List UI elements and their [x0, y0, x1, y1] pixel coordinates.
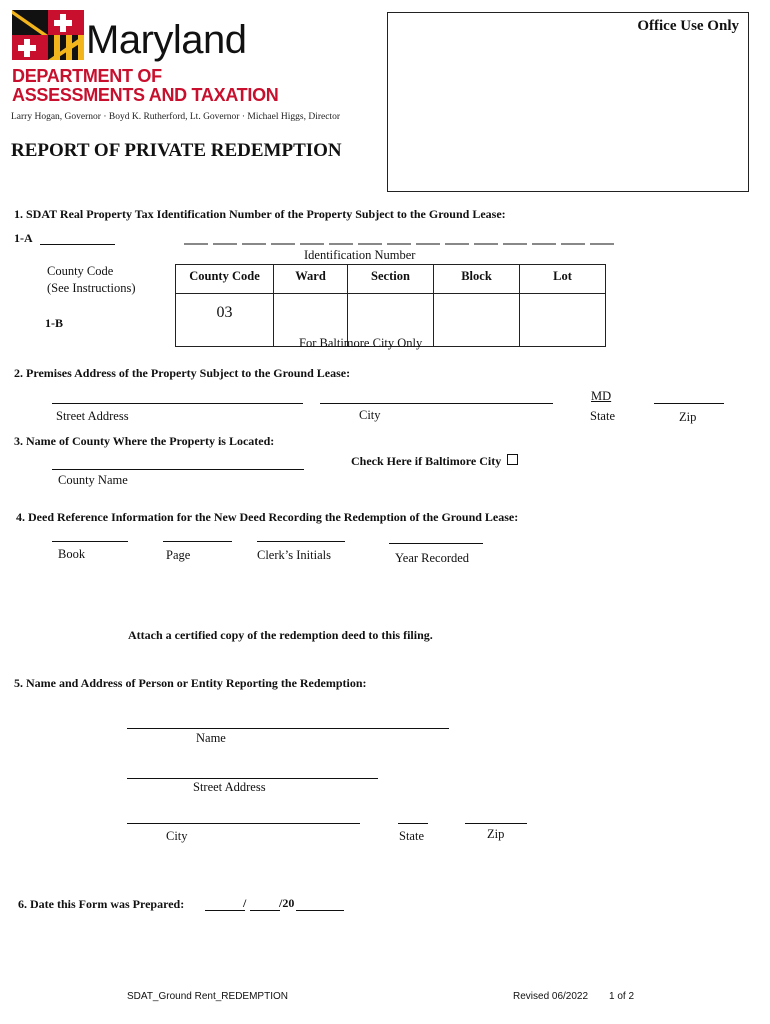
officials-line: Larry Hogan, Governor · Boyd K. Rutherford, Lt. Governor · Michael Higgs, Director — [11, 112, 340, 122]
clerk-initials-label: Clerk’s Initials — [257, 548, 331, 562]
date-day-line[interactable] — [250, 910, 280, 911]
reporter-state-line[interactable] — [398, 823, 428, 824]
premises-city-line[interactable] — [320, 403, 553, 404]
col-ward: Ward — [274, 265, 348, 294]
block-cell[interactable] — [434, 294, 520, 347]
form-title: REPORT OF PRIVATE REDEMPTION — [11, 140, 342, 161]
department-line-2: ASSESSMENTS AND TAXATION — [12, 85, 279, 105]
reporter-name-label: Name — [196, 731, 226, 745]
premises-zip-label: Zip — [679, 410, 697, 424]
checkbox-icon[interactable] — [507, 454, 518, 465]
date-year-prefix: /20 — [279, 896, 295, 910]
reporter-zip-line[interactable] — [465, 823, 527, 824]
premises-state-value: MD — [591, 389, 612, 403]
id-number-blanks — [184, 232, 616, 246]
county-code-label: County Code — [47, 264, 114, 278]
book-label: Book — [58, 547, 86, 561]
premises-city-label: City — [359, 408, 381, 422]
premises-street-label: Street Address — [56, 409, 129, 423]
department-line-1: DEPARTMENT OF — [12, 66, 162, 86]
see-instructions-label: (See Instructions) — [47, 281, 136, 295]
baltimore-note: For Baltimore City Only — [299, 336, 423, 350]
footer-page: 1 of 2 — [609, 991, 635, 1002]
question-3: 3. Name of County Where the Property is Located: — [14, 434, 275, 448]
col-block: Block — [434, 265, 520, 294]
footer-form-id: SDAT_Ground Rent_REDEMPTION — [127, 991, 288, 1002]
baltimore-check-label: Check Here if Baltimore City — [351, 454, 502, 468]
reporter-street-label: Street Address — [193, 780, 266, 794]
question-5: 5. Name and Address of Person or Entity Reporting the Redemption: — [14, 676, 367, 690]
reporter-city-line[interactable] — [127, 823, 360, 824]
baltimore-id-table — [175, 264, 606, 347]
page-line[interactable] — [163, 541, 232, 542]
date-year-line[interactable] — [296, 910, 344, 911]
year-recorded-line[interactable] — [389, 543, 483, 544]
premises-zip-line[interactable] — [654, 403, 724, 404]
county-name-line[interactable] — [52, 469, 304, 470]
date-month-line[interactable] — [205, 910, 245, 911]
book-line[interactable] — [52, 541, 128, 542]
reporter-name-line[interactable] — [127, 728, 449, 729]
county-code-value: 03 — [176, 294, 274, 347]
question-4: 4. Deed Reference Information for the New Deed Recording the Redemption of the Ground Lease: — [16, 510, 519, 524]
premises-street-line[interactable] — [52, 403, 303, 404]
attach-note: Attach a certified copy of the redemption deed to this filing. — [128, 628, 433, 642]
maryland-flag-logo-icon — [12, 10, 84, 60]
footer-revised: Revised 06/2022 — [513, 991, 589, 1002]
reporter-street-line[interactable] — [127, 778, 378, 779]
county-code-1a-line[interactable] — [40, 244, 115, 245]
baltimore-check[interactable] — [351, 454, 518, 469]
item-1a-label: 1-A — [14, 231, 33, 245]
col-section: Section — [348, 265, 434, 294]
date-slash: / — [243, 896, 247, 910]
clerk-initials-line[interactable] — [257, 541, 345, 542]
premises-state-label: State — [590, 409, 615, 423]
reporter-state-label: State — [399, 829, 424, 843]
item-1b-label: 1-B — [45, 316, 63, 330]
question-6: 6. Date this Form was Prepared: — [18, 897, 185, 911]
question-2: 2. Premises Address of the Property Subject to the Ground Lease: — [14, 366, 351, 380]
county-name-label: County Name — [58, 473, 128, 487]
col-county-code: County Code — [176, 265, 274, 294]
page-label: Page — [166, 548, 191, 562]
office-use-label: Office Use Only — [637, 18, 739, 34]
id-number-label: Identification Number — [304, 248, 416, 262]
col-lot: Lot — [520, 265, 606, 294]
year-recorded-label: Year Recorded — [395, 551, 470, 565]
reporter-zip-label: Zip — [487, 827, 505, 841]
lot-cell[interactable] — [520, 294, 606, 347]
office-use-box — [387, 12, 749, 192]
reporter-city-label: City — [166, 829, 188, 843]
question-1: 1. SDAT Real Property Tax Identification Number of the Property Subject to the Ground Lease: — [14, 207, 506, 221]
brand-wordmark: Maryland — [86, 18, 247, 62]
